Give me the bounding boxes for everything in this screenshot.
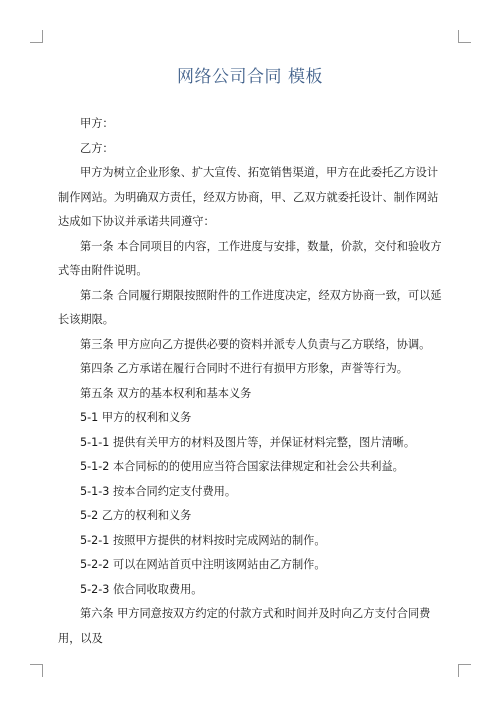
clause-5-2: 5-2 乙方的权利和义务 [80,509,192,522]
article-3: 第三条 甲方应向乙方提供必要的资料并派专人负责与乙方联络，协调。 [80,337,431,351]
clause-5-2-3: 5-2-3 依合同收取费用。 [80,582,203,596]
party-b-line: 乙方： [80,141,114,155]
clause-5-1-1: 5-1-1 提供有关甲方的材料及图片等，并保证材料完整，图片清晰。 [80,435,416,449]
article-2: 第二条 合同履行期限按照附件的工作进度决定，经双方协商一致，可以延长该期限。 [58,288,442,326]
article-5: 第五条 双方的基本权利和基本义务 [80,386,252,400]
article-1: 第一条 本合同项目的内容，工作进度与安排，数量，价款，交付和验收方式等由附件说明。 [58,239,442,277]
clause-5-1-2: 5-1-2 本合同标的的使用应当符合国家法律规定和社会公共利益。 [80,460,404,473]
corner-mark-bottom-right [458,664,471,677]
party-a-line: 甲方： [80,117,114,130]
corner-mark-top-right [458,30,471,43]
clause-5-2-1: 5-2-1 按照甲方提供的材料按时完成网站的制作。 [80,533,326,547]
document-body [58,112,448,651]
corner-mark-top-left [30,30,43,43]
article-6: 第六条 甲方同意按双方约定的付款方式和时间并及时向乙方支付合同费用，以及 [58,607,431,645]
preamble-paragraph: 甲方为树立企业形象、扩大宣传、拓宽销售渠道，甲方在此委托乙方设计制作网站。为明确双方责任，经双方协商，甲、乙双方就委托设计、制作网站达成如下协议并承诺共同遵守： [58,166,439,228]
corner-mark-bottom-left [30,664,43,677]
document-title: 网络公司合同 模板 [177,67,323,87]
clause-5-1: 5-1 甲方的权利和义务 [80,411,192,424]
clause-5-1-3: 5-1-3 按本合同约定支付费用。 [80,484,237,498]
clause-5-2-2: 5-2-2 可以在网站首页中注明该网站由乙方制作。 [80,558,326,571]
article-4: 第四条 乙方承诺在履行合同时不进行有损甲方形象，声誉等行为。 [80,362,408,375]
